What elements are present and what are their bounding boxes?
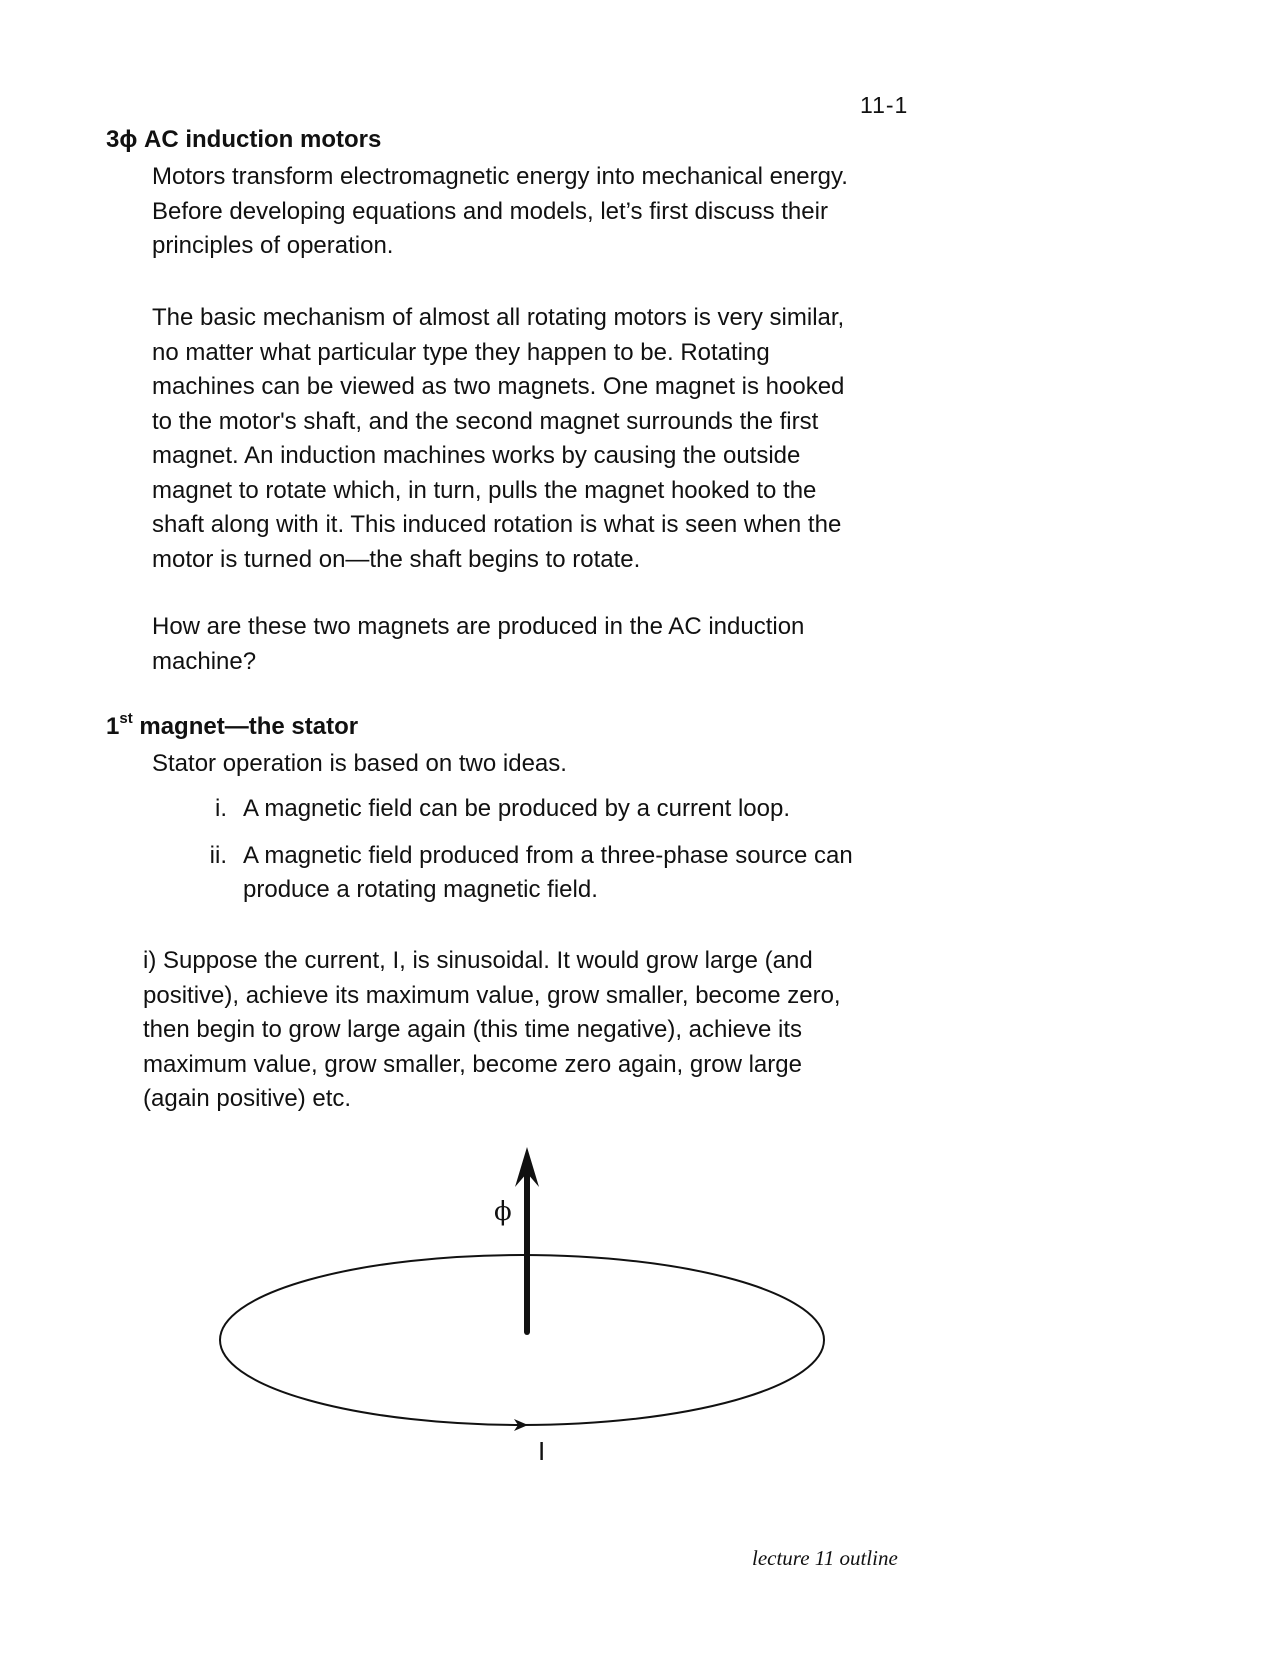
text-line: positive), achieve its maximum value, grow smaller, become zero, — [143, 981, 841, 1009]
paragraph-question — [152, 610, 804, 679]
list-item-number: i. — [215, 795, 227, 822]
heading-text: magnet—the stator — [132, 713, 359, 740]
list-item-number: ii. — [209, 841, 227, 869]
text-line: magnet. An induction machines works by causing the outside — [152, 442, 801, 469]
list-item-text — [243, 839, 853, 908]
stator-intro: Stator operation is based on two ideas. — [152, 750, 567, 777]
text-line: principles of operation. — [152, 232, 394, 259]
list-item-text — [243, 792, 790, 827]
footer-lecture-title: lecture 11 outline — [752, 1546, 898, 1570]
text-line: maximum value, grow smaller, become zero again, grow large — [143, 1050, 802, 1078]
text-line: A magnetic field can be produced by a current loop. — [243, 795, 791, 822]
text-line: produce a rotating magnetic field. — [243, 876, 598, 903]
text-line: motor is turned on—the shaft begins to rotate. — [152, 545, 641, 573]
current-label: I — [538, 1436, 546, 1465]
text-line: How are these two magnets are produced in the AC induction — [152, 613, 805, 640]
text-line: The basic mechanism of almost all rotating motors is very similar, — [152, 304, 845, 331]
current-loop-diagram — [210, 1135, 830, 1465]
heading-ordinal: 1 — [106, 713, 120, 740]
section-heading-ac-induction-motors: 3ϕ AC induction motors — [106, 126, 382, 153]
heading-ordinal-suffix: st — [119, 710, 133, 727]
text-line: to the motor's shaft, and the second magnet surrounds the first — [152, 407, 819, 435]
text-line: no matter what particular type they happen to be. Rotating — [152, 338, 770, 366]
list-item — [185, 839, 853, 908]
text-line: machines can be viewed as two magnets. One magnet is hooked — [152, 373, 845, 400]
text-line: magnet to rotate which, in turn, pulls the magnet hooked to the — [152, 476, 817, 504]
current-loop — [220, 1255, 824, 1425]
text-line: i) Suppose the current, I, is sinusoidal. It would grow large (and — [143, 947, 813, 974]
page-number: 11-1 — [860, 92, 909, 118]
paragraph-mechanism — [152, 301, 844, 577]
paragraph-intro — [152, 160, 848, 264]
paragraph-sinusoidal — [143, 944, 841, 1117]
text-line: A magnetic field produced from a three-phase source can — [243, 841, 853, 869]
flux-label: ϕ — [494, 1197, 512, 1227]
text-line: Motors transform electromagnetic energy into mechanical energy. — [152, 163, 848, 190]
text-line: (again positive) etc. — [143, 1085, 352, 1112]
text-line: shaft along with it. This induced rotation is what is seen when the — [152, 511, 842, 538]
list-item — [185, 792, 853, 827]
text-line: then begin to grow large again (this time negative), achieve its — [143, 1016, 803, 1043]
ideas-list — [185, 792, 853, 920]
text-line: Before developing equations and models, let’s first discuss their — [152, 197, 828, 225]
section-heading-stator — [106, 712, 358, 741]
text-line: machine? — [152, 647, 257, 675]
